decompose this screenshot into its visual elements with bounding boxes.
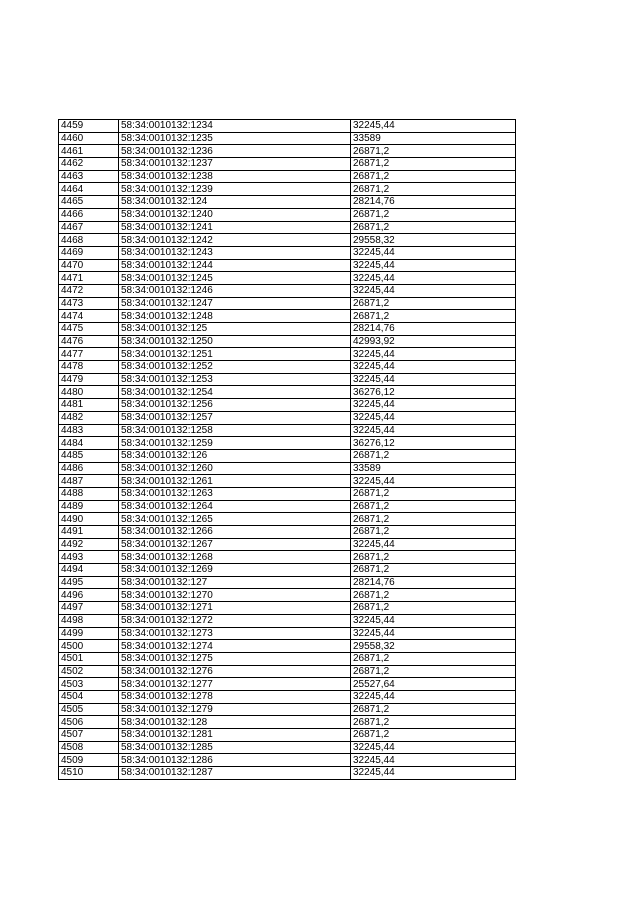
cadastral-number-cell: 58:34:0010132:125 bbox=[119, 323, 351, 336]
value-cell: 32245,44 bbox=[351, 627, 516, 640]
table-row bbox=[59, 589, 516, 602]
table-row bbox=[59, 183, 516, 196]
table-row bbox=[59, 526, 516, 539]
cadastral-number-cell: 58:34:0010132:1285 bbox=[119, 741, 351, 754]
table-row bbox=[59, 564, 516, 577]
row-number-cell: 4497 bbox=[59, 602, 119, 615]
cadastral-number-cell: 58:34:0010132:1254 bbox=[119, 386, 351, 399]
cadastral-number-cell: 58:34:0010132:1287 bbox=[119, 767, 351, 780]
row-number-cell: 4478 bbox=[59, 361, 119, 374]
cadastral-number-cell: 58:34:0010132:1258 bbox=[119, 424, 351, 437]
table-row bbox=[59, 221, 516, 234]
cadastral-number-cell: 58:34:0010132:1236 bbox=[119, 145, 351, 158]
cadastral-number-cell: 58:34:0010132:1273 bbox=[119, 627, 351, 640]
row-number-cell: 4505 bbox=[59, 703, 119, 716]
row-number-cell: 4500 bbox=[59, 640, 119, 653]
value-cell: 26871,2 bbox=[351, 564, 516, 577]
row-number-cell: 4470 bbox=[59, 259, 119, 272]
cadastral-number-cell: 58:34:0010132:1239 bbox=[119, 183, 351, 196]
value-cell: 36276,12 bbox=[351, 386, 516, 399]
cadastral-number-cell: 58:34:0010132:1235 bbox=[119, 132, 351, 145]
row-number-cell: 4495 bbox=[59, 576, 119, 589]
table-row bbox=[59, 690, 516, 703]
value-cell: 32245,44 bbox=[351, 348, 516, 361]
row-number-cell: 4487 bbox=[59, 475, 119, 488]
value-cell: 32245,44 bbox=[351, 424, 516, 437]
row-number-cell: 4463 bbox=[59, 170, 119, 183]
row-number-cell: 4477 bbox=[59, 348, 119, 361]
row-number-cell: 4462 bbox=[59, 158, 119, 171]
value-cell: 26871,2 bbox=[351, 513, 516, 526]
row-number-cell: 4510 bbox=[59, 767, 119, 780]
row-number-cell: 4483 bbox=[59, 424, 119, 437]
table-row bbox=[59, 513, 516, 526]
value-cell: 32245,44 bbox=[351, 399, 516, 412]
cadastral-number-cell: 58:34:0010132:1271 bbox=[119, 602, 351, 615]
table-row bbox=[59, 234, 516, 247]
table-row bbox=[59, 170, 516, 183]
table-row bbox=[59, 246, 516, 259]
value-cell: 33589 bbox=[351, 132, 516, 145]
cadastral-number-cell: 58:34:0010132:1259 bbox=[119, 437, 351, 450]
value-cell: 28214,76 bbox=[351, 196, 516, 209]
value-cell: 26871,2 bbox=[351, 310, 516, 323]
value-cell: 26871,2 bbox=[351, 170, 516, 183]
cadastral-number-cell: 58:34:0010132:1245 bbox=[119, 272, 351, 285]
value-cell: 26871,2 bbox=[351, 221, 516, 234]
table-row bbox=[59, 665, 516, 678]
row-number-cell: 4473 bbox=[59, 297, 119, 310]
cadastral-number-cell: 58:34:0010132:1257 bbox=[119, 411, 351, 424]
value-cell: 26871,2 bbox=[351, 716, 516, 729]
row-number-cell: 4496 bbox=[59, 589, 119, 602]
table-row bbox=[59, 767, 516, 780]
cadastral-number-cell: 58:34:0010132:1246 bbox=[119, 284, 351, 297]
table-row bbox=[59, 284, 516, 297]
value-cell: 32245,44 bbox=[351, 741, 516, 754]
table-row bbox=[59, 348, 516, 361]
cadastral-number-cell: 58:34:0010132:1260 bbox=[119, 462, 351, 475]
cadastral-number-cell: 58:34:0010132:1261 bbox=[119, 475, 351, 488]
table-row bbox=[59, 538, 516, 551]
table-row bbox=[59, 652, 516, 665]
cadastral-number-cell: 58:34:0010132:1240 bbox=[119, 208, 351, 221]
row-number-cell: 4475 bbox=[59, 323, 119, 336]
cadastral-number-cell: 58:34:0010132:1241 bbox=[119, 221, 351, 234]
cadastral-number-cell: 58:34:0010132:1278 bbox=[119, 690, 351, 703]
value-cell: 26871,2 bbox=[351, 589, 516, 602]
row-number-cell: 4486 bbox=[59, 462, 119, 475]
cadastral-number-cell: 58:34:0010132:124 bbox=[119, 196, 351, 209]
cadastral-number-cell: 58:34:0010132:1244 bbox=[119, 259, 351, 272]
value-cell: 32245,44 bbox=[351, 259, 516, 272]
value-cell: 26871,2 bbox=[351, 652, 516, 665]
value-cell: 33589 bbox=[351, 462, 516, 475]
row-number-cell: 4490 bbox=[59, 513, 119, 526]
value-cell: 32245,44 bbox=[351, 690, 516, 703]
table-row bbox=[59, 741, 516, 754]
table-row bbox=[59, 259, 516, 272]
row-number-cell: 4476 bbox=[59, 335, 119, 348]
row-number-cell: 4480 bbox=[59, 386, 119, 399]
cadastral-number-cell: 58:34:0010132:1286 bbox=[119, 754, 351, 767]
value-cell: 26871,2 bbox=[351, 551, 516, 564]
row-number-cell: 4491 bbox=[59, 526, 119, 539]
table-row bbox=[59, 120, 516, 133]
table-row bbox=[59, 373, 516, 386]
value-cell: 29558,32 bbox=[351, 640, 516, 653]
table-row bbox=[59, 716, 516, 729]
cadastral-number-cell: 58:34:0010132:1256 bbox=[119, 399, 351, 412]
cadastral-number-cell: 58:34:0010132:1264 bbox=[119, 500, 351, 513]
value-cell: 26871,2 bbox=[351, 297, 516, 310]
row-number-cell: 4482 bbox=[59, 411, 119, 424]
table-row bbox=[59, 602, 516, 615]
row-number-cell: 4503 bbox=[59, 678, 119, 691]
cadastral-number-cell: 58:34:0010132:1238 bbox=[119, 170, 351, 183]
data-table-body bbox=[59, 120, 516, 780]
cadastral-number-cell: 58:34:0010132:1250 bbox=[119, 335, 351, 348]
table-row bbox=[59, 449, 516, 462]
row-number-cell: 4479 bbox=[59, 373, 119, 386]
table-row bbox=[59, 487, 516, 500]
cadastral-number-cell: 58:34:0010132:1268 bbox=[119, 551, 351, 564]
table-row bbox=[59, 754, 516, 767]
cadastral-number-cell: 58:34:0010132:1265 bbox=[119, 513, 351, 526]
row-number-cell: 4489 bbox=[59, 500, 119, 513]
table-row bbox=[59, 576, 516, 589]
data-table bbox=[58, 119, 516, 780]
table-row bbox=[59, 196, 516, 209]
row-number-cell: 4485 bbox=[59, 449, 119, 462]
cadastral-number-cell: 58:34:0010132:126 bbox=[119, 449, 351, 462]
row-number-cell: 4507 bbox=[59, 729, 119, 742]
table-row bbox=[59, 158, 516, 171]
cadastral-number-cell: 58:34:0010132:1277 bbox=[119, 678, 351, 691]
row-number-cell: 4484 bbox=[59, 437, 119, 450]
value-cell: 32245,44 bbox=[351, 475, 516, 488]
value-cell: 36276,12 bbox=[351, 437, 516, 450]
cadastral-number-cell: 58:34:0010132:127 bbox=[119, 576, 351, 589]
value-cell: 32245,44 bbox=[351, 754, 516, 767]
value-cell: 32245,44 bbox=[351, 246, 516, 259]
value-cell: 26871,2 bbox=[351, 183, 516, 196]
table-row bbox=[59, 614, 516, 627]
cadastral-number-cell: 58:34:0010132:1275 bbox=[119, 652, 351, 665]
table-row bbox=[59, 640, 516, 653]
row-number-cell: 4472 bbox=[59, 284, 119, 297]
table-row bbox=[59, 462, 516, 475]
value-cell: 32245,44 bbox=[351, 272, 516, 285]
cadastral-number-cell: 58:34:0010132:1242 bbox=[119, 234, 351, 247]
row-number-cell: 4501 bbox=[59, 652, 119, 665]
table-row bbox=[59, 411, 516, 424]
value-cell: 26871,2 bbox=[351, 665, 516, 678]
row-number-cell: 4506 bbox=[59, 716, 119, 729]
value-cell: 32245,44 bbox=[351, 614, 516, 627]
cadastral-number-cell: 58:34:0010132:1281 bbox=[119, 729, 351, 742]
table-row bbox=[59, 361, 516, 374]
row-number-cell: 4461 bbox=[59, 145, 119, 158]
row-number-cell: 4492 bbox=[59, 538, 119, 551]
row-number-cell: 4494 bbox=[59, 564, 119, 577]
cadastral-number-cell: 58:34:0010132:1272 bbox=[119, 614, 351, 627]
table-row bbox=[59, 551, 516, 564]
cadastral-number-cell: 58:34:0010132:1269 bbox=[119, 564, 351, 577]
row-number-cell: 4471 bbox=[59, 272, 119, 285]
cadastral-number-cell: 58:34:0010132:1253 bbox=[119, 373, 351, 386]
value-cell: 32245,44 bbox=[351, 411, 516, 424]
value-cell: 26871,2 bbox=[351, 208, 516, 221]
table-row bbox=[59, 132, 516, 145]
value-cell: 32245,44 bbox=[351, 373, 516, 386]
row-number-cell: 4509 bbox=[59, 754, 119, 767]
value-cell: 26871,2 bbox=[351, 487, 516, 500]
value-cell: 26871,2 bbox=[351, 729, 516, 742]
cadastral-number-cell: 58:34:0010132:1251 bbox=[119, 348, 351, 361]
value-cell: 26871,2 bbox=[351, 703, 516, 716]
row-number-cell: 4460 bbox=[59, 132, 119, 145]
row-number-cell: 4474 bbox=[59, 310, 119, 323]
table-row bbox=[59, 272, 516, 285]
cadastral-number-cell: 58:34:0010132:1274 bbox=[119, 640, 351, 653]
cadastral-number-cell: 58:34:0010132:1234 bbox=[119, 120, 351, 133]
row-number-cell: 4493 bbox=[59, 551, 119, 564]
cadastral-number-cell: 58:34:0010132:1248 bbox=[119, 310, 351, 323]
row-number-cell: 4469 bbox=[59, 246, 119, 259]
row-number-cell: 4459 bbox=[59, 120, 119, 133]
value-cell: 26871,2 bbox=[351, 449, 516, 462]
value-cell: 32245,44 bbox=[351, 538, 516, 551]
table-row bbox=[59, 678, 516, 691]
value-cell: 29558,32 bbox=[351, 234, 516, 247]
cadastral-number-cell: 58:34:0010132:1279 bbox=[119, 703, 351, 716]
row-number-cell: 4498 bbox=[59, 614, 119, 627]
table-row bbox=[59, 335, 516, 348]
row-number-cell: 4508 bbox=[59, 741, 119, 754]
value-cell: 32245,44 bbox=[351, 120, 516, 133]
table-row bbox=[59, 475, 516, 488]
cadastral-number-cell: 58:34:0010132:1263 bbox=[119, 487, 351, 500]
row-number-cell: 4488 bbox=[59, 487, 119, 500]
row-number-cell: 4465 bbox=[59, 196, 119, 209]
table-row bbox=[59, 208, 516, 221]
value-cell: 26871,2 bbox=[351, 500, 516, 513]
value-cell: 26871,2 bbox=[351, 145, 516, 158]
table-row bbox=[59, 703, 516, 716]
row-number-cell: 4499 bbox=[59, 627, 119, 640]
table-row bbox=[59, 399, 516, 412]
table-row bbox=[59, 424, 516, 437]
row-number-cell: 4468 bbox=[59, 234, 119, 247]
table-row bbox=[59, 145, 516, 158]
table-row bbox=[59, 729, 516, 742]
value-cell: 32245,44 bbox=[351, 767, 516, 780]
cadastral-number-cell: 58:34:0010132:128 bbox=[119, 716, 351, 729]
table-row bbox=[59, 437, 516, 450]
value-cell: 28214,76 bbox=[351, 576, 516, 589]
cadastral-number-cell: 58:34:0010132:1243 bbox=[119, 246, 351, 259]
row-number-cell: 4481 bbox=[59, 399, 119, 412]
row-number-cell: 4504 bbox=[59, 690, 119, 703]
table-row bbox=[59, 297, 516, 310]
value-cell: 25527,64 bbox=[351, 678, 516, 691]
table-row bbox=[59, 386, 516, 399]
table-row bbox=[59, 627, 516, 640]
value-cell: 42993,92 bbox=[351, 335, 516, 348]
cadastral-number-cell: 58:34:0010132:1276 bbox=[119, 665, 351, 678]
row-number-cell: 4502 bbox=[59, 665, 119, 678]
value-cell: 32245,44 bbox=[351, 361, 516, 374]
cadastral-number-cell: 58:34:0010132:1266 bbox=[119, 526, 351, 539]
value-cell: 26871,2 bbox=[351, 602, 516, 615]
table-row bbox=[59, 323, 516, 336]
table-row bbox=[59, 310, 516, 323]
cadastral-number-cell: 58:34:0010132:1252 bbox=[119, 361, 351, 374]
value-cell: 28214,76 bbox=[351, 323, 516, 336]
row-number-cell: 4467 bbox=[59, 221, 119, 234]
cadastral-number-cell: 58:34:0010132:1270 bbox=[119, 589, 351, 602]
cadastral-number-cell: 58:34:0010132:1267 bbox=[119, 538, 351, 551]
value-cell: 32245,44 bbox=[351, 284, 516, 297]
value-cell: 26871,2 bbox=[351, 158, 516, 171]
cadastral-number-cell: 58:34:0010132:1247 bbox=[119, 297, 351, 310]
row-number-cell: 4464 bbox=[59, 183, 119, 196]
value-cell: 26871,2 bbox=[351, 526, 516, 539]
row-number-cell: 4466 bbox=[59, 208, 119, 221]
table-row bbox=[59, 500, 516, 513]
cadastral-number-cell: 58:34:0010132:1237 bbox=[119, 158, 351, 171]
